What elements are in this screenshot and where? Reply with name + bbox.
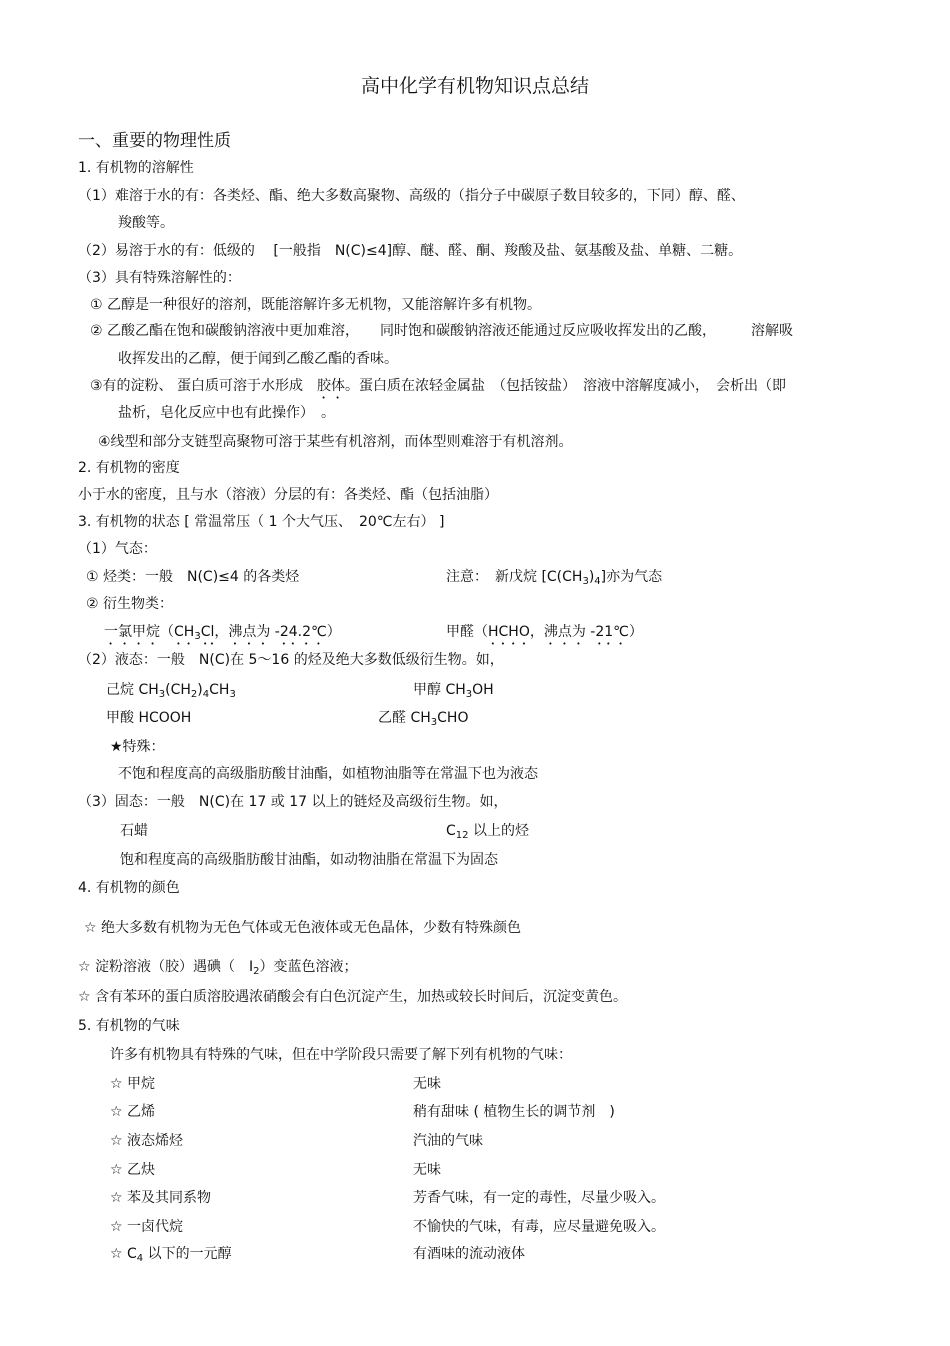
solid-text: 饱和程度高的高级脂肪酸甘油酯，如动物油脂在常温下为固态 bbox=[120, 852, 498, 868]
c12-hydrocarbon: $C_{12}$ 以上的烃 bbox=[446, 823, 529, 841]
odor-row-smell: 有酒味的流动液体 bbox=[413, 1246, 525, 1262]
solubility-point-2-cont: 收挥发出的乙醇，便于闻到乙酸乙酯的香味。 bbox=[118, 351, 398, 367]
odor-row-name: ☆ 液态烯烃 bbox=[110, 1133, 184, 1149]
emphasis-colloid: 胶体 bbox=[317, 378, 346, 394]
section-heading: 一、重要的物理性质 bbox=[78, 131, 231, 151]
odor-row-smell: 不愉快的气味，有毒，应尽量避免吸入。 bbox=[413, 1219, 665, 1235]
color-item-3: ☆ 含有苯环的蛋白质溶胶遇浓硝酸会有白色沉淀产生，加热或较长时间后，沉淀变黄色。 bbox=[78, 989, 627, 1005]
paraffin: 石蜡 bbox=[120, 823, 148, 839]
chloromethane: 一氯甲烷（$CH_3Cl$，沸点为 -24.2℃） bbox=[104, 624, 341, 642]
state-liquid: （2）液态：一般 N(C)在 5～16 的烃及绝大多数低级衍生物。如， bbox=[78, 652, 504, 668]
solubility-item-1-cont: 羧酸等。 bbox=[118, 215, 174, 231]
solubility-item-3: （3）具有特殊溶解性的： bbox=[78, 270, 241, 286]
solubility-point-3-cont: 盐析，皂化反应中也有此操作） 。 bbox=[118, 405, 335, 421]
solubility-point-2: ② 乙酸乙酯在饱和碳酸钠溶液中更加难溶， 同时饱和碳酸钠溶液还能通过反应吸收挥发出的乙酸， 溶解吸 bbox=[90, 323, 793, 339]
odor-row-smell: 芳香气味，有一定的毒性，尽量少吸入。 bbox=[413, 1190, 665, 1206]
odor-intro: 许多有机物具有特殊的气味，但在中学阶段只需要了解下列有机物的气味： bbox=[110, 1047, 572, 1063]
gas-derivative: ② 衍生物类： bbox=[86, 596, 174, 612]
color-item-1: ☆ 绝大多数有机物为无色气体或无色液体或无色晶体，少数有特殊颜色 bbox=[84, 920, 521, 936]
acetaldehyde: 乙醛 $CH_3CHO$ bbox=[378, 710, 469, 728]
odor-row-name: ☆ 苯及其同系物 bbox=[110, 1190, 212, 1206]
state-solid: （3）固态：一般 N(C)在 17 或 17 以上的链烃及高级衍生物。如， bbox=[78, 794, 508, 810]
solubility-item-2: （2）易溶于水的有：低级的 [一般指 N(C)≤4]醇、醚、醛、酮、羧酸及盐、氨基酸及盐、单糖、二糖。 bbox=[78, 243, 743, 259]
page-title: 高中化学有机物知识点总结 bbox=[360, 75, 589, 97]
odor-row-smell: 汽油的气味 bbox=[413, 1133, 483, 1149]
odor-row-name: ☆ 一卤代烷 bbox=[110, 1219, 184, 1235]
special-text: 不饱和程度高的高级脂肪酸甘油酯，如植物油脂等在常温下也为液态 bbox=[118, 766, 538, 782]
odor-heading: 5. 有机物的气味 bbox=[78, 1018, 180, 1034]
solubility-item-1: （1）难溶于水的有：各类烃、酯、绝大多数高聚物、高级的（指分子中碳原子数目较多的，下同）醇、醛、 bbox=[78, 188, 745, 204]
formaldehyde: 甲醛（HCHO，沸点为 -21℃） bbox=[446, 624, 643, 640]
formic-acid: 甲酸 HCOOH bbox=[106, 710, 192, 726]
gas-note: 注意： 新戊烷 $[C(CH_3)_4]$亦为气态 bbox=[446, 569, 663, 587]
solubility-point-3: ③有的淀粉、 蛋白质可溶于水形成 胶体。蛋白质在浓轻金属盐 （包括铵盐） 溶液中溶解度减小， 会析出（即 bbox=[90, 378, 787, 394]
odor-row-smell: 稍有甜味 ( 植物生长的调节剂 ) bbox=[413, 1104, 615, 1120]
odor-row-smell: 无味 bbox=[413, 1076, 441, 1092]
odor-row-name: ☆ 乙炔 bbox=[110, 1162, 156, 1178]
color-heading: 4. 有机物的颜色 bbox=[78, 880, 180, 896]
state-gas: （1）气态： bbox=[78, 541, 157, 557]
solubility-heading: 1. 有机物的溶解性 bbox=[78, 160, 194, 176]
hexane: 己烷 $CH_3(CH_2)_4CH_3$ bbox=[106, 682, 236, 700]
odor-row-smell: 无味 bbox=[413, 1162, 441, 1178]
density-text: 小于水的密度，且与水（溶液）分层的有：各类烃、酯（包括油脂） bbox=[78, 487, 498, 503]
odor-row-name: ☆ 甲烷 bbox=[110, 1076, 156, 1092]
state-heading: 3. 有机物的状态 [ 常温常压（ 1 个大气压、 20℃左右） ] bbox=[78, 514, 445, 530]
special-label: ★特殊： bbox=[110, 739, 165, 755]
odor-row-name: ☆ 乙烯 bbox=[110, 1104, 156, 1120]
solubility-point-4: ④线型和部分支链型高聚物可溶于某些有机溶剂，而体型则难溶于有机溶剂。 bbox=[98, 434, 573, 450]
density-heading: 2. 有机物的密度 bbox=[78, 460, 180, 476]
gas-hydrocarbon: ① 烃类：一般 N(C)≤4 的各类烃 bbox=[86, 569, 300, 585]
odor-row-name: ☆ $C_4$ 以下的一元醇 bbox=[110, 1246, 232, 1264]
color-item-2: ☆ 淀粉溶液（胶）遇碘（ $I_2$）变蓝色溶液； bbox=[78, 959, 358, 977]
methanol: 甲醇 $CH_3OH$ bbox=[413, 682, 494, 700]
solubility-point-1: ① 乙醇是一种很好的溶剂，既能溶解许多无机物，又能溶解许多有机物。 bbox=[90, 297, 541, 313]
